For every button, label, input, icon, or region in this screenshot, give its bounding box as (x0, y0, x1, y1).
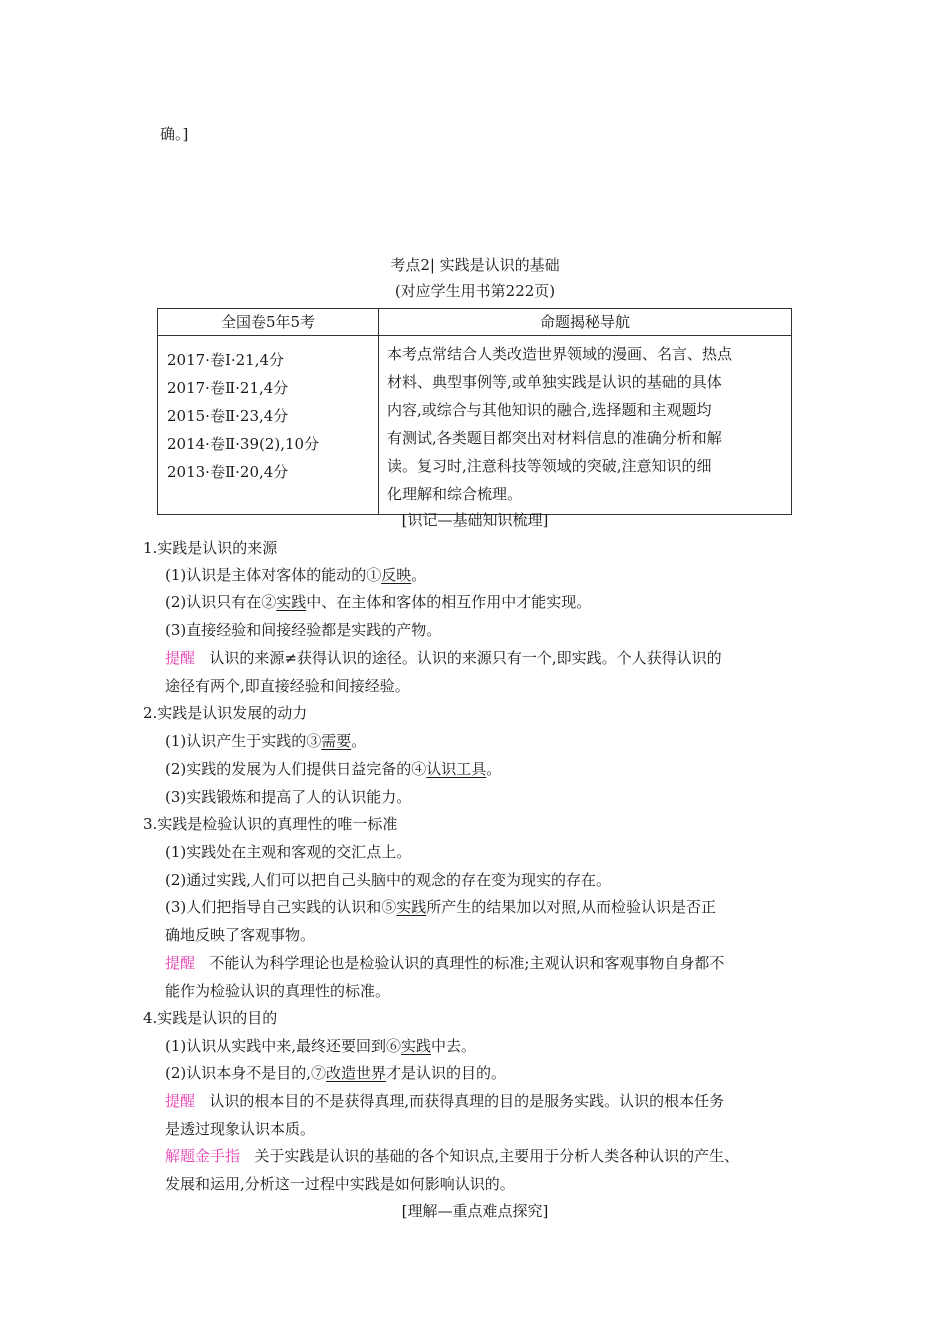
s1-heading: 1.实践是认识的来源 (143, 539, 278, 557)
s1-answer1: 反映 (381, 566, 412, 584)
exam-years-cell (158, 336, 379, 515)
description-line: 内容,或综合与其他知识的融合,选择题和主观题均 (387, 401, 712, 419)
s3-tip-line2: 能作为检验认识的真理性的标准。 (165, 982, 391, 1000)
s3-heading: 3.实践是检验认识的真理性的唯一标准 (143, 815, 398, 833)
section-title: 考点2| 实践是认识的基础 (390, 256, 560, 274)
description-line: 化理解和综合梳理。 (387, 485, 523, 503)
s1-item3: (3)直接经验和间接经验都是实践的产物。 (165, 621, 442, 639)
s3-tip: 提醒 不能认为科学理论也是检验认识的真理性的标准;主观认识和客观事物自身都不 (165, 954, 725, 972)
s3-item3-line2: 确地反映了客观事物。 (165, 926, 316, 944)
s1-tip-line2: 途径有两个,即直接经验和间接经验。 (165, 677, 410, 695)
s4-key-tip: 解题金手指 关于实践是认识的基础的各个知识点,主要用于分析人类各种认识的产生、 (165, 1147, 740, 1165)
s2-heading: 2.实践是认识发展的动力 (143, 704, 308, 722)
s2-item2: (2)实践的发展为人们提供日益完备的④认识工具。 (165, 760, 502, 778)
s1-item2: (2)认识只有在②实践中、在主体和客体的相互作用中才能实现。 (165, 593, 592, 611)
key-tip-label: 解题金手指 (165, 1147, 241, 1165)
s3-item2: (2)通过实践,人们可以把自己头脑中的观念的存在变为现实的存在。 (165, 871, 612, 889)
s3-answer: 实践 (396, 898, 427, 916)
exam-year-item: 2013·卷Ⅱ·20,4分 (167, 463, 289, 481)
s3-item3: (3)人们把指导自己实践的认识和⑤实践所产生的结果加以对照,从而检验认识是否正 (165, 898, 717, 916)
s1-tip: 提醒 认识的来源≠获得认识的途径。认识的来源只有一个,即实践。个人获得认识的 (165, 649, 722, 667)
exam-year-item: 2015·卷Ⅱ·23,4分 (167, 407, 289, 425)
previous-text-tail: 确。] (160, 125, 189, 143)
s1-item1: (1)认识是主体对客体的能动的①反映。 (165, 566, 427, 584)
description-line: 材料、典型事例等,或单独实践是认识的基础的具体 (387, 373, 722, 391)
s1-answer2: 实践 (276, 593, 307, 611)
table-header-right: 命题揭秘导航 (379, 309, 792, 336)
s3-item1: (1)实践处在主观和客观的交汇点上。 (165, 843, 412, 861)
exam-year-item: 2014·卷Ⅱ·39(2),10分 (167, 435, 320, 453)
s2-item1: (1)认识产生于实践的③需要。 (165, 732, 367, 750)
s2-item3: (3)实践锻炼和提高了人的认识能力。 (165, 788, 412, 806)
description-line: 读。复习时,注意科技等领域的突破,注意知识的细 (387, 457, 712, 475)
description-line: 有测试,各类题目都突出对材料信息的准确分析和解 (387, 429, 722, 447)
section-subtitle: (对应学生用书第222页) (394, 282, 556, 300)
s4-answer2: 改造世界 (326, 1064, 387, 1082)
exam-year-item: 2017·卷Ⅰ·21,4分 (167, 351, 285, 369)
tip-label: 提醒 (165, 954, 196, 972)
s4-key-tip-line2: 发展和运用,分析这一过程中实践是如何影响认识的。 (165, 1175, 515, 1193)
s4-item1: (1)认识从实践中来,最终还要回到⑥实践中去。 (165, 1037, 477, 1055)
s4-item2: (2)认识本身不是目的,⑦改造世界才是认识的目的。 (165, 1064, 507, 1082)
s2-answer1: 需要 (321, 732, 352, 750)
exam-navigation-table (157, 308, 792, 515)
table-header-left: 全国卷5年5考 (158, 309, 379, 336)
s4-heading: 4.实践是认识的目的 (143, 1009, 278, 1027)
tip-label: 提醒 (165, 1092, 196, 1110)
understanding-title: [理解—重点难点探究] (401, 1202, 549, 1220)
basic-knowledge-title: [识记—基础知识梳理] (401, 511, 549, 529)
description-line: 本考点常结合人类改造世界领域的漫画、名言、热点 (387, 345, 733, 363)
s4-answer1: 实践 (401, 1037, 432, 1055)
s4-tip-line2: 是透过现象认识本质。 (165, 1120, 316, 1138)
exam-year-item: 2017·卷Ⅱ·21,4分 (167, 379, 289, 397)
s4-tip: 提醒 认识的根本目的不是获得真理,而获得真理的目的是服务实践。认识的根本任务 (165, 1092, 725, 1110)
description-cell (379, 336, 792, 515)
s2-answer2: 认识工具 (426, 760, 487, 778)
tip-label: 提醒 (165, 649, 196, 667)
